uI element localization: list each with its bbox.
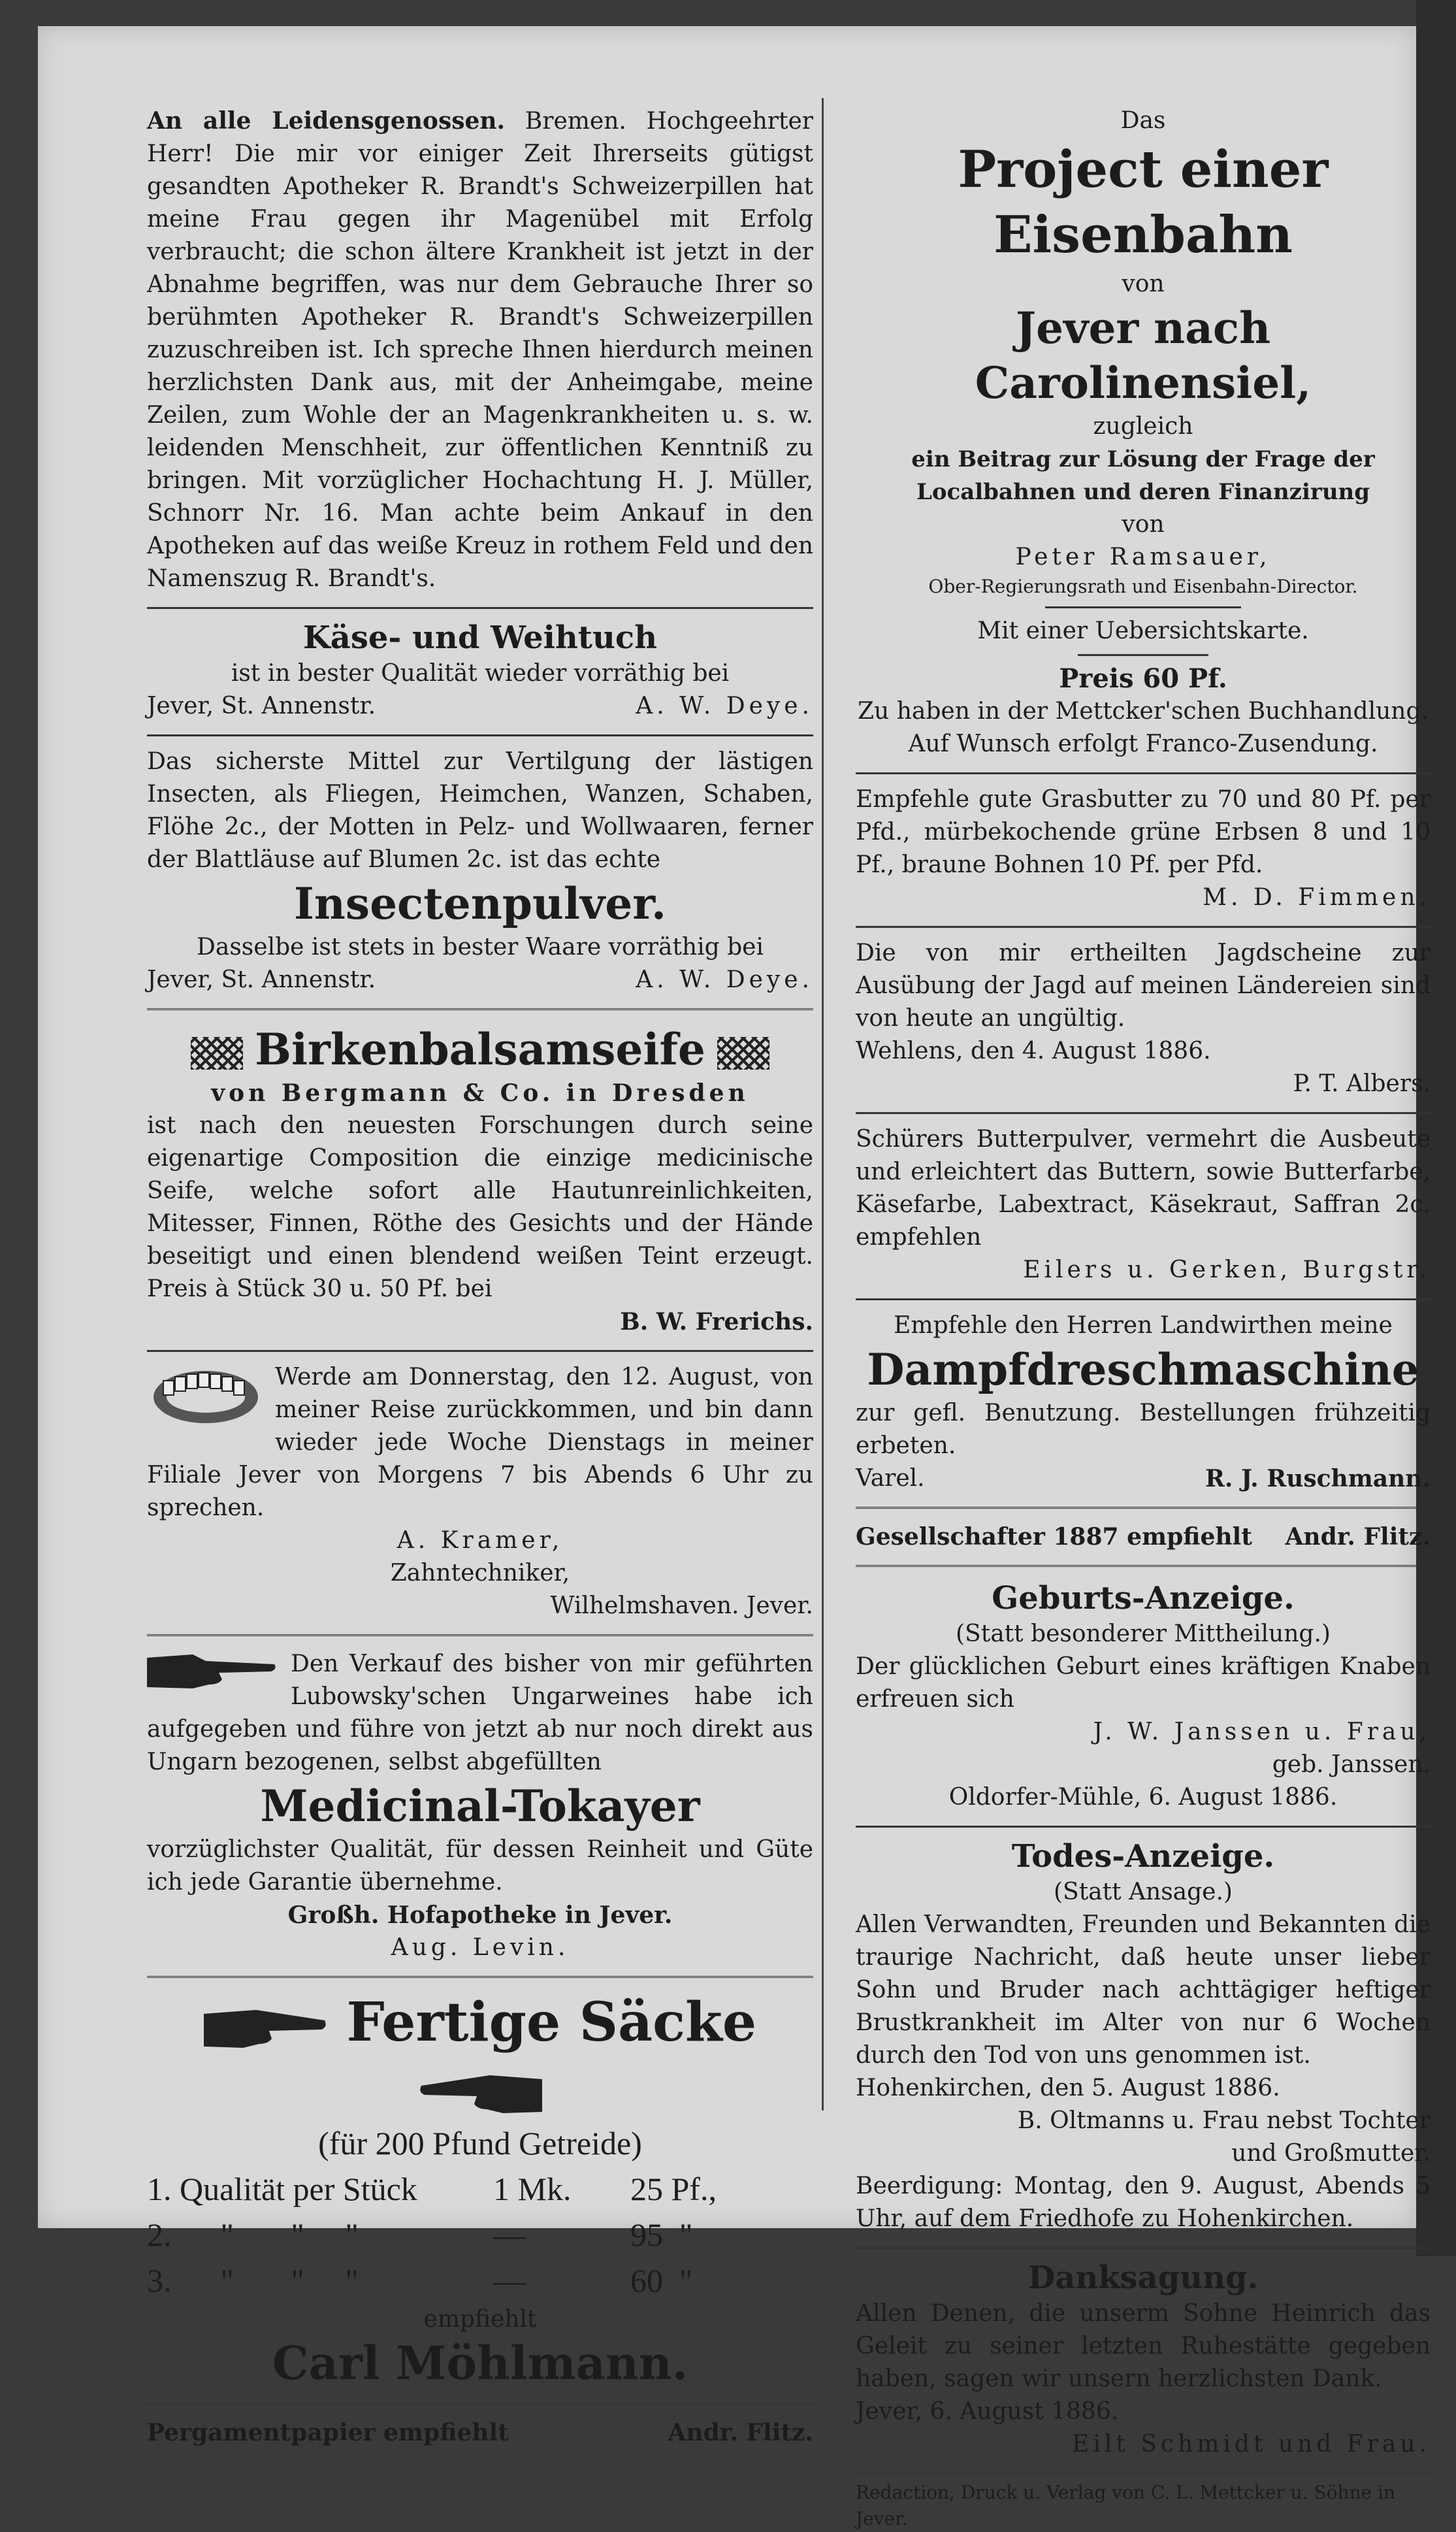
ad-signature: Andr. Flitz.	[668, 2419, 813, 2446]
book-von-2: von	[1122, 511, 1165, 538]
notice-date: Hohenkirchen, den 5. August 1886.	[856, 2075, 1280, 2101]
divider	[147, 607, 813, 609]
ad-signature: Andr. Flitz.	[1285, 1523, 1431, 1551]
dentures-icon	[147, 1361, 265, 1433]
ad-firm: Großh. Hofapotheke in Jever.	[287, 1901, 673, 1929]
right-column	[856, 98, 1431, 2532]
ad-text-2: Dasselbe ist stets in bester Waare vorräthig bei	[197, 934, 764, 961]
divider	[856, 772, 1431, 774]
notice-title: Geburts-Anzeige.	[992, 1580, 1295, 1617]
ad-brandt-pills	[147, 98, 813, 604]
ad-signature: B. W. Frerichs.	[620, 1308, 813, 1336]
notice-title: Danksagung.	[1027, 2260, 1259, 2296]
thanks-notice	[856, 2252, 1431, 2470]
notice-date: Jever, 6. August 1886.	[856, 2398, 1119, 2425]
ad-subtitle: (für 200 Pfund Getreide)	[318, 2125, 642, 2162]
ad-signature: R. J. Ruschmann.	[1205, 1465, 1431, 1492]
ad-signature: A. Kramer,	[396, 1527, 564, 1554]
ornament-icon	[717, 1037, 769, 1070]
ad-birch-soap	[147, 1015, 813, 1347]
book-shipping: Auf Wunsch erfolgt Franco-Zusendung.	[908, 731, 1378, 757]
ad-text: ist in bester Qualität wieder vorräthig bei	[231, 660, 730, 687]
book-von: von	[1122, 271, 1165, 297]
ad-insect-powder	[147, 739, 813, 1006]
ad-text: Das sicherste Mittel zur Vertilgung der lästigen Insecten, als Fliegen, Heimchen, Wanzen, Schaben, Flöhe 2c., der Motten in Pelz- und Wollwaaren, ferner der Blattläuse auf Blumen 2c. ist das echte	[147, 748, 813, 873]
ad-signature-role: Zahntechniker,	[390, 1560, 570, 1587]
book-author: Peter Ramsauer,	[1015, 544, 1271, 570]
ad-signature: A. W. Deye.	[636, 693, 813, 719]
price-row	[147, 2166, 813, 2212]
book-price: Preis 60 Pf.	[1059, 663, 1227, 694]
ad-signature: A. W. Deye.	[636, 966, 813, 993]
divider	[856, 2247, 1431, 2249]
ad-title: Dampfdreschmaschine	[867, 1344, 1419, 1395]
birth-notice	[856, 1572, 1431, 1823]
ad-text: Pergamentpapier empfiehlt	[147, 2419, 509, 2446]
death-notice	[856, 1830, 1431, 2244]
ad-title: Medicinal-Tokayer	[260, 1781, 700, 1832]
divider	[147, 1634, 813, 1639]
ad-signature: Eilers u. Gerken, Burgstr.	[1023, 1257, 1431, 1283]
book-zugleich: zugleich	[1093, 413, 1193, 440]
divider	[856, 1112, 1431, 1114]
ad-text-2: zur gefl. Benutzung. Bestellungen frühzeitig erbeten.	[856, 1400, 1431, 1459]
divider	[856, 2473, 1431, 2477]
pointing-hand-left-icon	[418, 2066, 542, 2118]
ad-threshing-machine	[856, 1303, 1431, 1504]
divider	[856, 1826, 1431, 1828]
notice-subtitle: (Statt besonderer Mittheilung.)	[956, 1620, 1331, 1647]
ad-text: Gesellschafter 1887 empfiehlt	[856, 1523, 1252, 1551]
price-row	[147, 2258, 813, 2303]
ad-text-2: vorzüglichster Qualität, für dessen Reinheit und Güte ich jede Garantie übernehme.	[147, 1836, 813, 1896]
divider	[147, 1976, 813, 1981]
notice-signature: Eilt Schmidt und Frau.	[1072, 2431, 1431, 2458]
notice-burial: Beerdigung: Montag, den 9. August, Abends 5 Uhr, auf dem Friedhofe zu Hohenkirchen.	[856, 2173, 1431, 2232]
ad-signature: P. T. Albers.	[1293, 1070, 1431, 1097]
ad-date: Wehlens, den 4. August 1886.	[856, 1038, 1211, 1064]
ad-signature: M. D. Fimmen.	[1203, 884, 1431, 911]
divider	[856, 926, 1431, 928]
divider	[147, 1008, 813, 1013]
ad-railway-book	[856, 98, 1431, 770]
price-row	[147, 2212, 813, 2258]
price-mark: —	[493, 2262, 526, 2299]
ad-dentist	[147, 1355, 813, 1632]
ad-text: ist nach den neuesten Forschungen durch seine eigenartige Composition die einzige medicinische Seife, welche sofort alle Hautunreinlichkeiten, Mitesser, Finnen, Röthe des Gesichts und der Hände beseitigt und einen blendend weißen Teint erzeugt. Preis à Stück 30 u. 50 Pf. bei	[147, 1112, 813, 1302]
divider	[1045, 606, 1241, 608]
ornament-icon	[191, 1037, 243, 1070]
divider	[1078, 654, 1208, 656]
ad-text: Empfehle den Herren Landwirthen meine	[894, 1312, 1393, 1339]
notice-signature-2: geb. Janssen.	[1272, 1751, 1431, 1778]
imprint: Redaction, Druck u. Verlag von C. L. Mettcker u. Söhne in Jever.	[856, 2482, 1396, 2529]
book-das: Das	[1120, 107, 1166, 134]
divider	[147, 734, 813, 736]
notice-signature-2: und Großmutter.	[1231, 2140, 1431, 2167]
notice-signature: B. Oltmanns u. Frau nebst Tochter	[1017, 2107, 1431, 2134]
ad-place: Jever, St. Annenstr.	[147, 693, 376, 719]
ad-gesellschafter	[856, 1514, 1431, 1562]
pointing-hand-right-icon	[204, 2001, 328, 2053]
ad-butter	[856, 777, 1431, 923]
price-quality: 3. " " "	[147, 2262, 359, 2299]
divider	[856, 1298, 1431, 1300]
left-column	[147, 98, 813, 2458]
book-map: Mit einer Uebersichtskarte.	[977, 617, 1309, 644]
ad-text: Schürers Butterpulver, vermehrt die Ausbeute und erleichtert das Buttern, sowie Butterfarbe, Käsefarbe, Labextract, Käsekraut, Saffran 2c. empfehlen	[856, 1126, 1431, 1251]
price-quality: 2. " " "	[147, 2216, 359, 2253]
ad-place: Jever, St. Annenstr.	[147, 966, 376, 993]
ad-sacks	[147, 1983, 813, 2400]
ad-lead: An alle Leidensgenossen.	[147, 107, 506, 135]
ad-title: Insectenpulver.	[294, 878, 666, 929]
ad-hunting-permits	[856, 930, 1431, 1110]
price-pfennig: 25 Pf.,	[630, 2171, 717, 2207]
ad-text: Bremen. Hochgeehrter Herr! Die mir vor einiger Zeit Ihrerseits gütigst gesandten Apotheker R. Brandt's Schweizerpillen hat meine Frau gegen ihr Magenübel mit Erfolg verbraucht; die schon ältere Krankheit ist jetzt in der Abnahme begriffen, was nur dem Gebrauche Ihrer so berühmten Apotheker R. Brandt's Schweizerpillen zuzuschreiben ist. Ich spreche Ihnen hierdurch meinen herzlichsten Dank aus, mit der Anheimgabe, meine Zeilen, zum Wohle der an Magenkrankheiten u. s. w. leidenden Menschheit, zur öffentlichen Kenntniß zu bringen. Mit vorzüglicher Hochachtung H. J. Müller, Schnorr Nr. 16. Man achte beim Ankauf in den Apotheken auf das weiße Kreuz in rothem Feld und den Namenszug R. Brandt's.	[147, 108, 813, 592]
notice-text: Allen Verwandten, Freunden und Bekannten die traurige Nachricht, daß heute unser lieber Sohn und Bruder nach achttägiger heftiger Brustkrankheit im Alter von nur 6 Wochen durch den Tod von uns genommen ist.	[856, 1911, 1431, 2069]
ad-subtitle: von Bergmann & Co. in Dresden	[211, 1079, 749, 1107]
price-pfennig: 60 "	[630, 2262, 693, 2299]
ad-title: Käse- und Weihtuch	[303, 619, 657, 656]
ad-text: Den Verkauf des bisher von mir geführten Lubowsky'schen Ungarweines habe ich aufgegeben und führe von jetzt ab nur noch direkt aus Ungarn bezogenen, selbst abgefüllten	[147, 1651, 813, 1775]
book-title: Project einer Eisenbahn	[958, 140, 1329, 265]
ad-parchment-paper	[147, 2410, 813, 2458]
ad-place: Varel.	[856, 1465, 925, 1492]
book-title-2: Jever nach Carolinensiel,	[975, 303, 1312, 408]
notice-date: Oldorfer-Mühle, 6. August 1886.	[948, 1784, 1338, 1811]
price-pfennig: 95 "	[630, 2216, 693, 2253]
ad-tokay-wine	[147, 1641, 813, 1973]
divider	[147, 1350, 813, 1352]
price-mark: —	[493, 2216, 526, 2253]
notice-title: Todes-Anzeige.	[1011, 1838, 1275, 1875]
book-subtitle: ein Beitrag zur Lösung der Frage der	[911, 446, 1375, 472]
ad-recommend: empfiehlt	[423, 2306, 537, 2333]
ad-title: Birkenbalsamseife	[255, 1024, 705, 1075]
notice-text: Allen Denen, die unserm Sohne Heinrich das Geleit zu seiner letzten Ruhestätte gegeben haben, sagen wir unsern herzlichsten Dank.	[856, 2300, 1431, 2392]
column-rule	[822, 98, 824, 2111]
price-mark: 1 Mk.	[493, 2171, 572, 2207]
ad-cheesecloth	[147, 612, 813, 732]
book-availability: Zu haben in der Mettcker'schen Buchhandlung.	[858, 698, 1429, 725]
notice-subtitle: (Statt Ansage.)	[1054, 1879, 1233, 1905]
notice-signature: J. W. Janssen u. Frau,	[1093, 1718, 1431, 1745]
notice-text: Der glücklichen Geburt eines kräftigen Knaben erfreuen sich	[856, 1653, 1431, 1713]
ad-text: Werde am Donnerstag, den 12. August, von meiner Reise zurückkommen, und bin dann wieder jede Woche Dienstags in meiner Filiale Jever von Morgens 7 bis Abends 6 Uhr zu sprechen.	[147, 1364, 813, 1521]
pointing-hand-icon	[147, 1648, 278, 1694]
book-author-role: Ober-Regierungsrath und Eisenbahn-Director.	[928, 576, 1358, 597]
ad-title: Fertige Säcke	[346, 1991, 756, 2054]
ad-text: Empfehle gute Grasbutter zu 70 und 80 Pf. per Pfd., mürbekochende grüne Erbsen 8 und 10 Pf., braune Bohnen 10 Pf. per Pfd.	[856, 786, 1431, 878]
ad-butter-powder	[856, 1117, 1431, 1296]
divider	[856, 1565, 1431, 1570]
ad-signature-place: Wilhelmshaven. Jever.	[550, 1592, 813, 1619]
ad-signature: Aug. Levin.	[391, 1934, 570, 1961]
divider	[856, 1507, 1431, 1511]
divider	[147, 2403, 813, 2407]
ad-signature: Carl Möhlmann.	[272, 2336, 688, 2390]
ad-text: Die von mir ertheilten Jagdscheine zur Ausübung der Jagd auf meinen Ländereien sind von heute an ungültig.	[856, 940, 1431, 1032]
price-quality: 1. Qualität per Stück	[147, 2171, 417, 2207]
book-subtitle-2: Localbahnen und deren Finanzirung	[916, 479, 1370, 505]
